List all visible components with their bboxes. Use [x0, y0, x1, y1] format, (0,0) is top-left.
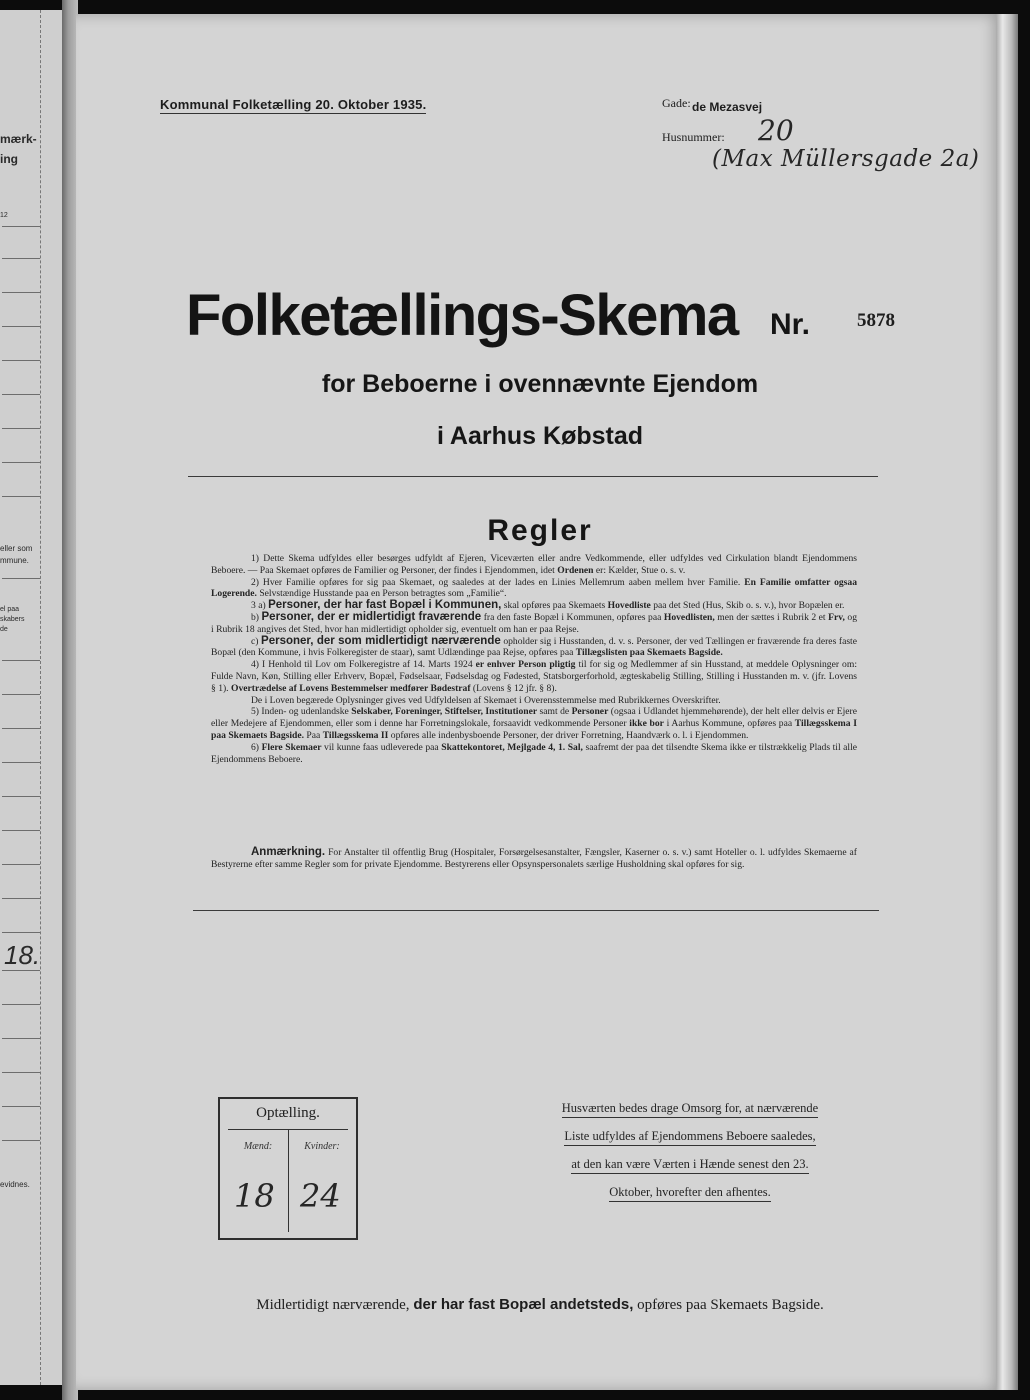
ruled-line — [2, 578, 40, 579]
men-count: 18 — [234, 1177, 275, 1215]
ruled-line — [2, 326, 40, 327]
ruled-line — [2, 932, 40, 933]
remark-paragraph — [211, 847, 857, 871]
fragment-text: mmune. — [0, 556, 29, 565]
count-box — [218, 1097, 358, 1240]
remark-text: For Anstalter til offentlig Brug (Hospitaler, Forsørgelsesanstalter, Fængsler, Kaserner o. s. v.) samt Hoteller o. l. udfyldes Skemaerne af Bestyrerne efter samme Regler som for private Ejendomme. Bestyrerens eller Opsynspersonalets særlige Husholdning skal opføres for sig. — [211, 847, 857, 870]
ruled-line — [2, 496, 40, 497]
ruled-line — [2, 428, 40, 429]
women-label: Kvinder: — [304, 1141, 340, 1152]
rule-2: 2) Hver Familie opføres for sig paa Skemaet, og saaledes at der lades en Linies Mellemrum aaben mellem hver Familie. En Familie omfatter ogsaa Logerende. Selvstændige Husstande paa en Person betragtes som „Familie“. — [211, 576, 857, 600]
ruled-line — [2, 226, 40, 227]
handwritten-fragment: 18. — [4, 940, 41, 970]
rule-4-cont: De i Loven begærede Oplysninger gives ved Udfyldelsen af Skemaet i Overensstemmelse med Rubrikkernes Overskrifter. — [251, 694, 721, 706]
street-value: de Mezasvej — [692, 100, 763, 114]
notice-line: Oktober, hvorefter den afhentes. — [609, 1185, 771, 1202]
rules-heading: Regler — [487, 514, 593, 547]
ruled-line — [2, 360, 40, 361]
ruled-line — [2, 1140, 40, 1141]
street-label: Gade: — [662, 96, 691, 110]
form-subtitle: for Beboerne i ovennævnte Ejendom — [321, 370, 759, 398]
footer-pre: Midlertidigt nærværende, — [256, 1297, 410, 1313]
footer-post: opføres paa Skemaets Bagside. — [637, 1297, 824, 1313]
rule-6: 6) Flere Skemaer vil kunne faas udleverede paa Skattekontoret, Mejlgade 4, 1. Sal, saafremt der paa det tilsendte Skema ikke er tilstrækkelig Plads til alle Ejendommens Beboere. — [211, 741, 858, 765]
ruled-line — [2, 694, 40, 695]
ruled-line — [2, 1106, 40, 1107]
ruled-line — [2, 898, 40, 899]
page-edge — [996, 14, 1018, 1390]
women-count: 24 — [300, 1177, 341, 1215]
house-number-value: 20 — [758, 114, 794, 147]
fragment-text: el paa — [0, 606, 20, 613]
ruled-line — [2, 830, 40, 831]
ruled-line — [2, 864, 40, 865]
form-title: Folketællings-Skema — [186, 283, 738, 348]
divider-line — [188, 476, 878, 477]
rule-3c: c) Personer, der som midlertidigt nærværende opholder sig i Husstanden, d. v. s. Personer, der ved Tællingen er fraværende fra deres faste Bopæl (den Kommune, i hvis Folkeregister de staar), samt Udlændinge paa Rejse, opføres paa Tillægslisten paa Skemaets Bagside. — [211, 634, 857, 659]
notice-line: Husværten bedes drage Omsorg for, at nærværende — [562, 1101, 819, 1118]
divider-line — [193, 910, 879, 911]
fragment-text: evidnes. — [0, 1180, 30, 1189]
form-subtitle-city: i Aarhus Købstad — [436, 422, 644, 450]
house-number-label: Husnummer: — [662, 130, 725, 144]
rule-4: 4) I Henhold til Lov om Folkeregistre af 14. Marts 1924 er enhver Person pligtig til for sig og Medlemmer af sin Husstand, at meddele Oplysninger om: Fulde Navn, Køn, Stilling eller Erhverv, Bopæl, Fødselsaar, Fødselsdag og Fødested, Statsborgerforhold, ægteskabelig Stilling, Stilling i Husstanden m. v. (jfr. Lovens § 1). Overtrædelse af Lovens Bestemmelser medfører Bødestraf (Lovens § 12 jfr. § 8). — [211, 659, 857, 694]
ruled-line — [2, 1038, 40, 1039]
ruled-line — [2, 394, 40, 395]
rules-text — [211, 553, 857, 765]
column-divider — [40, 10, 41, 1385]
remark-label: Anmærkning. — [251, 846, 326, 858]
form-number-value: 5878 — [857, 310, 895, 331]
box-divider — [288, 1129, 289, 1232]
fragment-text: de — [0, 626, 8, 633]
ruled-line — [2, 1072, 40, 1073]
footer-instruction — [160, 1296, 920, 1314]
fragment-text: 12 — [0, 212, 8, 219]
notice-line: Liste udfyldes af Ejendommens Beboere saaledes, — [564, 1129, 815, 1146]
ruled-line — [2, 728, 40, 729]
fragment-text: skabers — [0, 616, 25, 623]
census-header: Kommunal Folketælling 20. Oktober 1935. — [160, 97, 427, 112]
notice-line: at den kan være Værten i Hænde senest den 23. — [571, 1157, 808, 1174]
rule-3a: 3 a) Personer, der har fast Bopæl i Kommunen, skal opføres paa Skemaets Hovedliste paa det Sted (Hus, Skib o. s. v.), hvor Bopælen er. — [251, 599, 845, 612]
ruled-line — [2, 970, 40, 971]
ruled-line — [2, 796, 40, 797]
form-number-label: Nr. — [770, 308, 811, 341]
rule-5: 5) Inden- og udenlandske Selskaber, Foreninger, Stiftelser, Institutioner samt de Personer (ogsaa i Udlandet hjemmehørende), der helt eller delvis er Ejere eller Medejere af Ejendommen, eller som i denne har Forretningslokale, forsaavidt vedkommende Personer ikke bor i Aarhus Kommune, opføres paa Tillægsskema I paa Skemaets Bagside. Paa Tillægsskema II opføres alle indenbysboende Personer, der driver Forretning, Haandværk o. l. i Ejendommen. — [211, 706, 858, 741]
ruled-line — [2, 462, 40, 463]
ruled-line — [2, 292, 40, 293]
count-caption: Optælling. — [256, 1105, 320, 1121]
adjacent-page-strip — [0, 10, 63, 1385]
landlord-notice — [520, 1101, 860, 1213]
footer-bold: der har fast Bopæl andetsteds, — [413, 1296, 634, 1313]
handwritten-old-address: (Max Müllersgade 2a) — [712, 146, 980, 172]
ruled-line — [2, 1004, 40, 1005]
rule-3b: b) Personer, der er midlertidigt fraværende fra den faste Bopæl i Kommunen, opføres paa Hovedlisten, men der sættes i Rubrik 2 et Frv, og i Rubrik 18 angives det Sted, hvor han midlertidigt opholder sig, eventuelt om han er paa Rejse. — [211, 610, 858, 635]
fragment-text: ing — [0, 152, 18, 166]
fragment-text: eller som — [0, 544, 33, 553]
men-label: Mænd: — [243, 1141, 273, 1152]
ruled-line — [2, 660, 40, 661]
rule-1: 1) Dette Skema udfyldes eller besørges udfyldt af Ejeren, Viceværten eller andre Vedkommende, eller udfyldes ved Cirkulation blandt Ejendommens Beboere. — Paa Skemaet opføres de Familier og Personer, der findes i Ejendommen, idet Ordenen er: Kælder, Stue o. s. v. — [211, 553, 857, 576]
ruled-line — [2, 258, 40, 259]
ruled-line — [2, 762, 40, 763]
fragment-text: mærk- — [0, 132, 37, 146]
